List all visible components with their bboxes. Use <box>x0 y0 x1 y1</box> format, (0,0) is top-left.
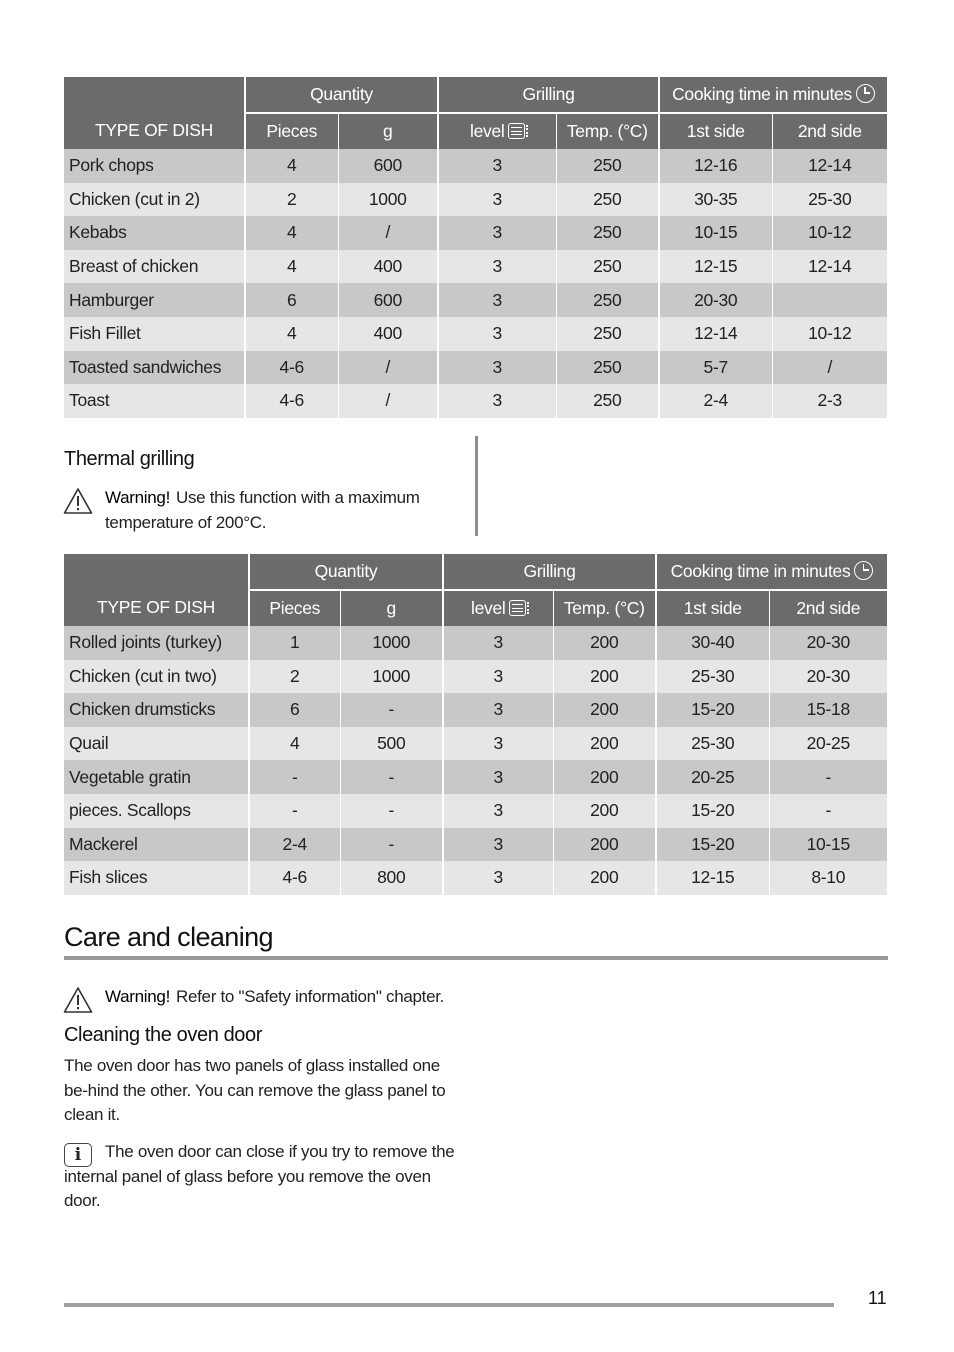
cell-dish-name: Fish slices <box>64 861 249 895</box>
table-row <box>64 216 887 250</box>
table-row <box>64 794 887 828</box>
footer-rule <box>64 1303 834 1307</box>
cell-temperature: 200 <box>553 727 656 761</box>
header-level-label: level <box>470 121 505 141</box>
table-row <box>64 149 887 183</box>
cell-dish-name: Mackerel <box>64 828 249 862</box>
warning-label: Warning! <box>105 987 170 1006</box>
table-row <box>64 828 887 862</box>
cell-time-side2: 20-30 <box>769 660 887 694</box>
cell-level: 3 <box>438 149 556 183</box>
cell-time-side2: 20-30 <box>769 626 887 660</box>
cell-temperature: 250 <box>556 183 659 217</box>
cell-time-side1: 25-30 <box>656 727 769 761</box>
cell-time-side1: 12-15 <box>659 250 772 284</box>
cell-grams: - <box>340 760 443 794</box>
cell-dish-name: Rolled joints (turkey) <box>64 626 249 660</box>
cell-time-side1: 15-20 <box>656 828 769 862</box>
header-side1: 1st side <box>659 113 772 149</box>
cell-grams: 1000 <box>340 626 443 660</box>
cell-time-side1: 15-20 <box>656 693 769 727</box>
cell-grams: 1000 <box>340 660 443 694</box>
cell-time-side1: 12-14 <box>659 317 772 351</box>
cell-pieces: 4 <box>245 149 338 183</box>
table-row <box>64 660 887 694</box>
cell-temperature: 250 <box>556 216 659 250</box>
warning-triangle-icon <box>63 487 93 515</box>
column-divider <box>475 436 478 536</box>
cell-time-side1: 12-15 <box>656 861 769 895</box>
thermal-grilling-table <box>64 554 887 895</box>
cell-time-side1: 12-16 <box>659 149 772 183</box>
cell-grams: 400 <box>338 317 438 351</box>
cell-pieces: 6 <box>245 283 338 317</box>
info-note: The oven door can close if you try to remove the internal panel of glass before you remove the oven door. <box>64 1142 455 1210</box>
thermal-warning <box>105 486 450 535</box>
cell-temperature: 250 <box>556 149 659 183</box>
warning-text: Refer to "Safety information" chapter. <box>176 987 445 1006</box>
cell-temperature: 250 <box>556 283 659 317</box>
cell-time-side1: 5-7 <box>659 351 772 385</box>
header-level <box>438 113 556 149</box>
cell-time-side2 <box>772 283 887 317</box>
cell-grams: - <box>340 693 443 727</box>
cell-dish-name: Vegetable gratin <box>64 760 249 794</box>
cell-temperature: 200 <box>553 760 656 794</box>
cell-pieces: 4 <box>245 317 338 351</box>
cell-pieces: 4-6 <box>249 861 340 895</box>
cell-time-side2: 2-3 <box>772 384 887 418</box>
cell-grams: - <box>340 828 443 862</box>
cell-pieces: 6 <box>249 693 340 727</box>
cell-dish-name: Kebabs <box>64 216 245 250</box>
table-row <box>64 626 887 660</box>
cell-dish-name: Toasted sandwiches <box>64 351 245 385</box>
header-quantity: Quantity <box>249 554 443 590</box>
cell-pieces: 4-6 <box>245 384 338 418</box>
cell-level: 3 <box>438 216 556 250</box>
cell-time-side1: 2-4 <box>659 384 772 418</box>
header-type-of-dish: TYPE OF DISH <box>64 77 245 149</box>
cell-grams: / <box>338 384 438 418</box>
cell-temperature: 200 <box>553 861 656 895</box>
section-rule <box>64 956 888 960</box>
cell-time-side1: 30-35 <box>659 183 772 217</box>
header-temp: Temp. (°C) <box>556 113 659 149</box>
cell-grams: 1000 <box>338 183 438 217</box>
cell-pieces: 4-6 <box>245 351 338 385</box>
table-row <box>64 250 887 284</box>
table-row <box>64 283 887 317</box>
cell-dish-name: Chicken (cut in 2) <box>64 183 245 217</box>
header-grilling: Grilling <box>443 554 656 590</box>
cell-pieces: 4 <box>245 250 338 284</box>
table-row <box>64 384 887 418</box>
header-side2: 2nd side <box>772 113 887 149</box>
cell-level: 3 <box>443 693 553 727</box>
grilling-table <box>64 77 887 418</box>
header-type-of-dish: TYPE OF DISH <box>64 554 249 626</box>
cell-time-side1: 20-25 <box>656 760 769 794</box>
header-level <box>443 590 553 626</box>
cell-dish-name: Chicken drumsticks <box>64 693 249 727</box>
cell-dish-name: Chicken (cut in two) <box>64 660 249 694</box>
shelf-level-icon <box>509 600 526 616</box>
cell-level: 3 <box>438 250 556 284</box>
cell-pieces: 4 <box>245 216 338 250</box>
cell-level: 3 <box>438 283 556 317</box>
cell-time-side2: 8-10 <box>769 861 887 895</box>
care-warning <box>105 985 505 1010</box>
warning-label: Warning! <box>105 488 170 507</box>
cell-time-side1: 30-40 <box>656 626 769 660</box>
cell-dish-name: Pork chops <box>64 149 245 183</box>
cell-time-side2: 15-18 <box>769 693 887 727</box>
header-grilling: Grilling <box>438 77 659 113</box>
cell-temperature: 200 <box>553 660 656 694</box>
cell-level: 3 <box>443 626 553 660</box>
cell-level: 3 <box>443 727 553 761</box>
cell-time-side1: 20-30 <box>659 283 772 317</box>
cell-pieces: 4 <box>249 727 340 761</box>
header-pieces: Pieces <box>245 113 338 149</box>
shelf-level-icon <box>508 123 525 139</box>
table-row <box>64 317 887 351</box>
cell-time-side2: 25-30 <box>772 183 887 217</box>
table-row <box>64 351 887 385</box>
oven-door-text: The oven door has two panels of glass installed one be-hind the other. You can remove the glass panel to clean it. <box>64 1056 446 1124</box>
cell-temperature: 200 <box>553 693 656 727</box>
cell-time-side1: 25-30 <box>656 660 769 694</box>
header-g: g <box>340 590 443 626</box>
cell-time-side2: 10-15 <box>769 828 887 862</box>
cell-level: 3 <box>443 794 553 828</box>
cell-level: 3 <box>438 317 556 351</box>
header-g: g <box>338 113 438 149</box>
cell-level: 3 <box>443 861 553 895</box>
cell-time-side2: 10-12 <box>772 317 887 351</box>
clock-icon <box>854 561 873 580</box>
warning-text: Use this function with a maximum temperature of 200°C. <box>105 488 420 532</box>
header-level-label: level <box>471 598 506 618</box>
cell-grams: 400 <box>338 250 438 284</box>
cell-dish-name: Breast of chicken <box>64 250 245 284</box>
cell-pieces: 2-4 <box>249 828 340 862</box>
header-side2: 2nd side <box>769 590 887 626</box>
cell-grams: - <box>340 794 443 828</box>
cell-level: 3 <box>443 660 553 694</box>
cell-time-side2: 10-12 <box>772 216 887 250</box>
cell-dish-name: Toast <box>64 384 245 418</box>
cell-time-side2: 12-14 <box>772 250 887 284</box>
header-quantity: Quantity <box>245 77 438 113</box>
header-side1: 1st side <box>656 590 769 626</box>
table-row <box>64 760 887 794</box>
header-temp: Temp. (°C) <box>553 590 656 626</box>
cell-level: 3 <box>443 828 553 862</box>
cell-time-side2: - <box>769 760 887 794</box>
cell-temperature: 250 <box>556 250 659 284</box>
cell-grams: 800 <box>340 861 443 895</box>
header-pieces: Pieces <box>249 590 340 626</box>
section-title: Care and cleaning <box>64 922 273 952</box>
header-cooking-time-label: Cooking time in minutes <box>672 84 852 104</box>
table-row <box>64 183 887 217</box>
cell-pieces: 1 <box>249 626 340 660</box>
cell-dish-name: Hamburger <box>64 283 245 317</box>
cell-level: 3 <box>438 183 556 217</box>
cell-pieces: - <box>249 760 340 794</box>
cell-temperature: 250 <box>556 351 659 385</box>
cell-pieces: 2 <box>249 660 340 694</box>
cell-temperature: 200 <box>553 828 656 862</box>
oven-door-title: Cleaning the oven door <box>64 1024 263 1046</box>
cell-dish-name: pieces. Scallops <box>64 794 249 828</box>
cell-time-side2: / <box>772 351 887 385</box>
cell-temperature: 200 <box>553 794 656 828</box>
header-cooking-time <box>656 554 887 590</box>
cell-pieces: 2 <box>245 183 338 217</box>
cell-pieces: - <box>249 794 340 828</box>
cell-level: 3 <box>438 351 556 385</box>
cell-temperature: 250 <box>556 317 659 351</box>
cell-time-side1: 10-15 <box>659 216 772 250</box>
cell-grams: / <box>338 351 438 385</box>
table-row <box>64 693 887 727</box>
table-row <box>64 727 887 761</box>
cell-dish-name: Fish Fillet <box>64 317 245 351</box>
header-cooking-time <box>659 77 887 113</box>
cell-level: 3 <box>443 760 553 794</box>
cell-grams: 500 <box>340 727 443 761</box>
cell-time-side1: 15-20 <box>656 794 769 828</box>
clock-icon <box>856 84 875 103</box>
cell-temperature: 200 <box>553 626 656 660</box>
cell-time-side2: 12-14 <box>772 149 887 183</box>
cell-grams: / <box>338 216 438 250</box>
cell-grams: 600 <box>338 283 438 317</box>
cell-level: 3 <box>438 384 556 418</box>
cell-dish-name: Quail <box>64 727 249 761</box>
cell-time-side2: - <box>769 794 887 828</box>
warning-triangle-icon <box>63 986 93 1014</box>
info-icon: i <box>64 1143 92 1167</box>
cell-grams: 600 <box>338 149 438 183</box>
cell-time-side2: 20-25 <box>769 727 887 761</box>
page-number: 11 <box>868 1288 887 1308</box>
header-cooking-time-label: Cooking time in minutes <box>670 561 851 581</box>
table-row <box>64 861 887 895</box>
cell-temperature: 250 <box>556 384 659 418</box>
thermal-grilling-title: Thermal grilling <box>64 448 195 470</box>
